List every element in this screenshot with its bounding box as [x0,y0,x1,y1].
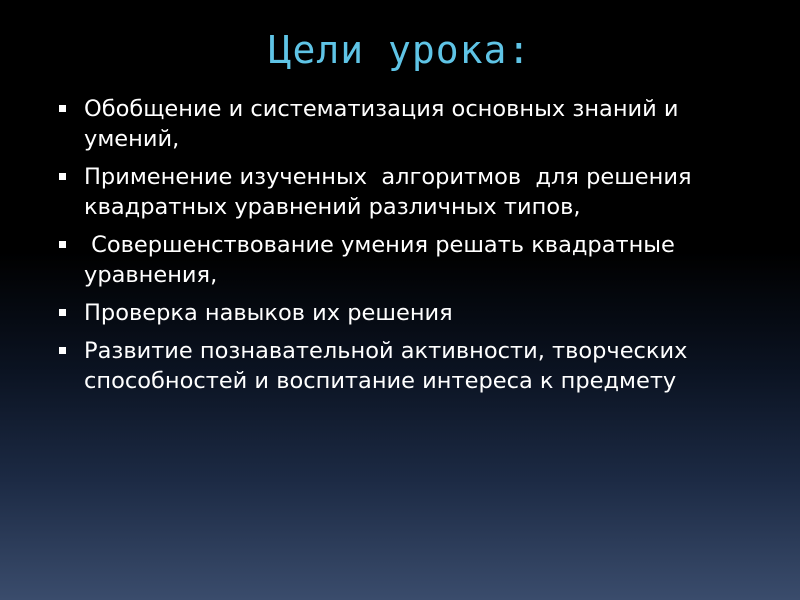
bullet-text: Совершенствование умения решать квадратные уравнения, [84,232,683,288]
bullet-text: Проверка навыков их решения [84,300,453,326]
slide-title: Цели урока: [268,28,532,72]
bullet-list [56,94,766,404]
square-bullet-icon [59,105,66,112]
bullet-text: Обобщение и систематизация основных знаний и умений, [84,96,686,152]
bullet-item [56,94,766,154]
bullet-text: Развитие познавательной активности, творческих способностей и воспитание интереса к предмету [84,338,695,394]
bullet-item [56,298,766,328]
square-bullet-icon [59,309,66,316]
square-bullet-icon [59,241,66,248]
bullet-item [56,162,766,222]
bullet-item [56,336,766,396]
bullet-item [56,230,766,290]
square-bullet-icon [59,347,66,354]
square-bullet-icon [59,173,66,180]
bullet-text: Применение изученных алгоритмов для решения квадратных уравнений различных типов, [84,164,699,220]
